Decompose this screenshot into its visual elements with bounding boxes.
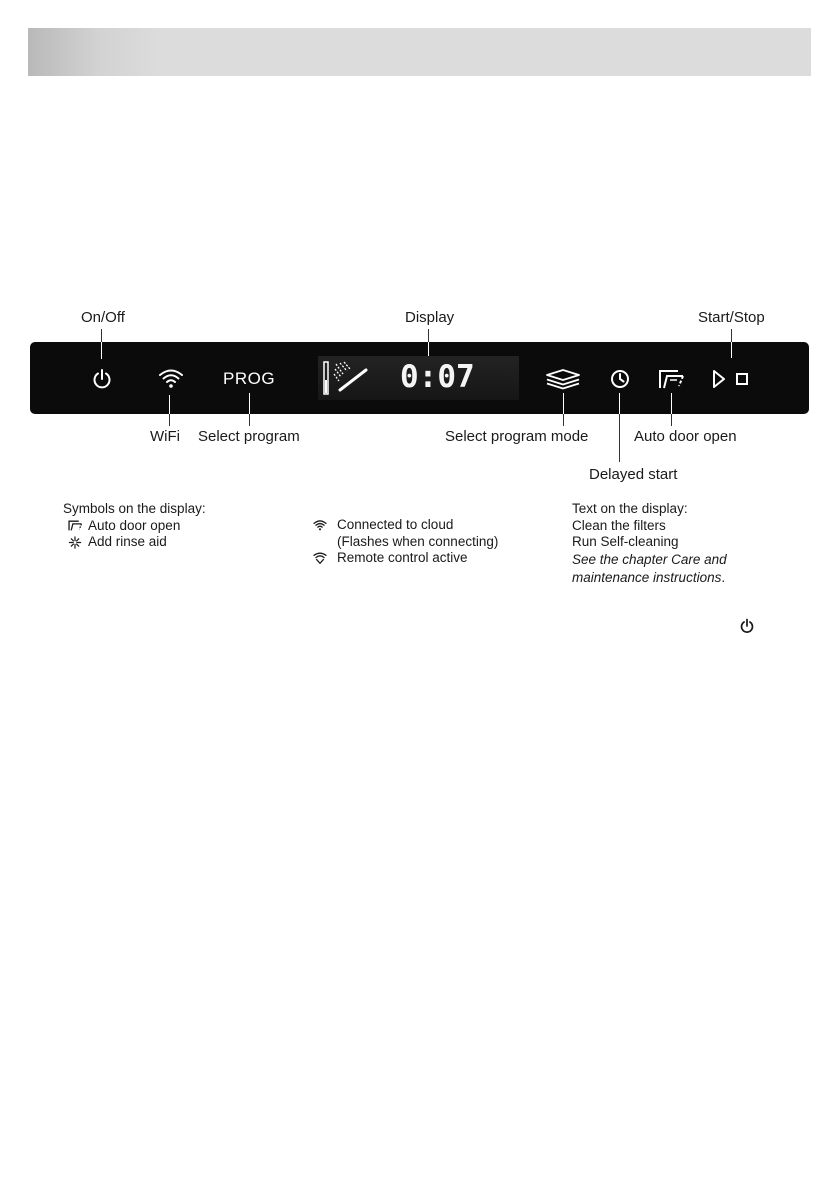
clock-icon[interactable] bbox=[609, 368, 631, 390]
symbol-row-rinse-aid bbox=[63, 534, 206, 551]
display-text-clean-filters: Clean the filters bbox=[572, 517, 666, 533]
label-select-program: Select program bbox=[198, 428, 300, 445]
leader-prog bbox=[249, 414, 250, 426]
display-time: 0:07 bbox=[400, 359, 475, 395]
wifi-icon-small bbox=[313, 519, 327, 531]
header-bar bbox=[28, 28, 811, 76]
label-auto-door-open: Auto door open bbox=[634, 428, 737, 445]
display-text-section bbox=[572, 501, 727, 587]
label-start-stop: Start/Stop bbox=[698, 309, 765, 326]
door-open-icon-small bbox=[66, 519, 84, 532]
leader-on-off-inner bbox=[101, 342, 102, 359]
leader-prog-inner bbox=[249, 393, 250, 414]
leader-start-stop-inner bbox=[731, 342, 732, 358]
door-open-icon[interactable] bbox=[657, 367, 685, 391]
leader-wifi bbox=[169, 414, 170, 426]
power-icon-small bbox=[739, 618, 755, 634]
display-text-self-cleaning: Run Self-cleaning bbox=[572, 534, 679, 549]
label-on-off: On/Off bbox=[81, 309, 125, 326]
connected-to-cloud-label: Connected to cloud bbox=[337, 517, 454, 532]
power-icon[interactable] bbox=[91, 368, 113, 390]
sparkle-icon bbox=[66, 536, 84, 549]
remote-control-active-label: Remote control active bbox=[337, 550, 468, 565]
connectivity-row-remote bbox=[313, 550, 498, 567]
leader-mode bbox=[563, 414, 564, 426]
leader-clock-inner bbox=[619, 393, 620, 414]
leader-door bbox=[671, 414, 672, 426]
spray-arm-icon bbox=[322, 360, 372, 396]
label-delayed-start: Delayed start bbox=[589, 466, 678, 483]
layers-icon[interactable] bbox=[545, 368, 581, 390]
symbol-auto-door-label: Auto door open bbox=[88, 517, 181, 533]
leader-mode-inner bbox=[563, 393, 564, 414]
display-text-heading: Text on the display: bbox=[572, 501, 688, 516]
symbols-section bbox=[63, 501, 206, 551]
connectivity-row-cloud bbox=[313, 517, 498, 534]
flashes-when-connecting-label: (Flashes when connecting) bbox=[337, 533, 499, 549]
remote-wifi-icon bbox=[313, 552, 327, 564]
care-note-line2-row: maintenance instructions. bbox=[572, 569, 726, 585]
prog-button[interactable]: PROG bbox=[223, 369, 276, 388]
play-icon[interactable] bbox=[711, 368, 727, 390]
leader-door-inner bbox=[671, 393, 672, 414]
leader-wifi-inner bbox=[169, 395, 170, 414]
symbols-heading: Symbols on the display: bbox=[63, 501, 206, 516]
label-select-program-mode: Select program mode bbox=[445, 428, 589, 445]
wifi-icon[interactable] bbox=[158, 367, 184, 389]
care-note-line1: See the chapter Care and bbox=[572, 551, 727, 567]
label-display: Display bbox=[405, 309, 455, 326]
leader-clock bbox=[619, 414, 620, 462]
symbol-row-auto-door bbox=[63, 518, 206, 535]
stop-icon[interactable] bbox=[735, 372, 749, 386]
connectivity-section bbox=[313, 517, 498, 567]
label-wifi: WiFi bbox=[150, 428, 180, 445]
symbol-rinse-aid-label: Add rinse aid bbox=[88, 534, 167, 549]
care-note-line2: maintenance instructions bbox=[572, 569, 722, 585]
